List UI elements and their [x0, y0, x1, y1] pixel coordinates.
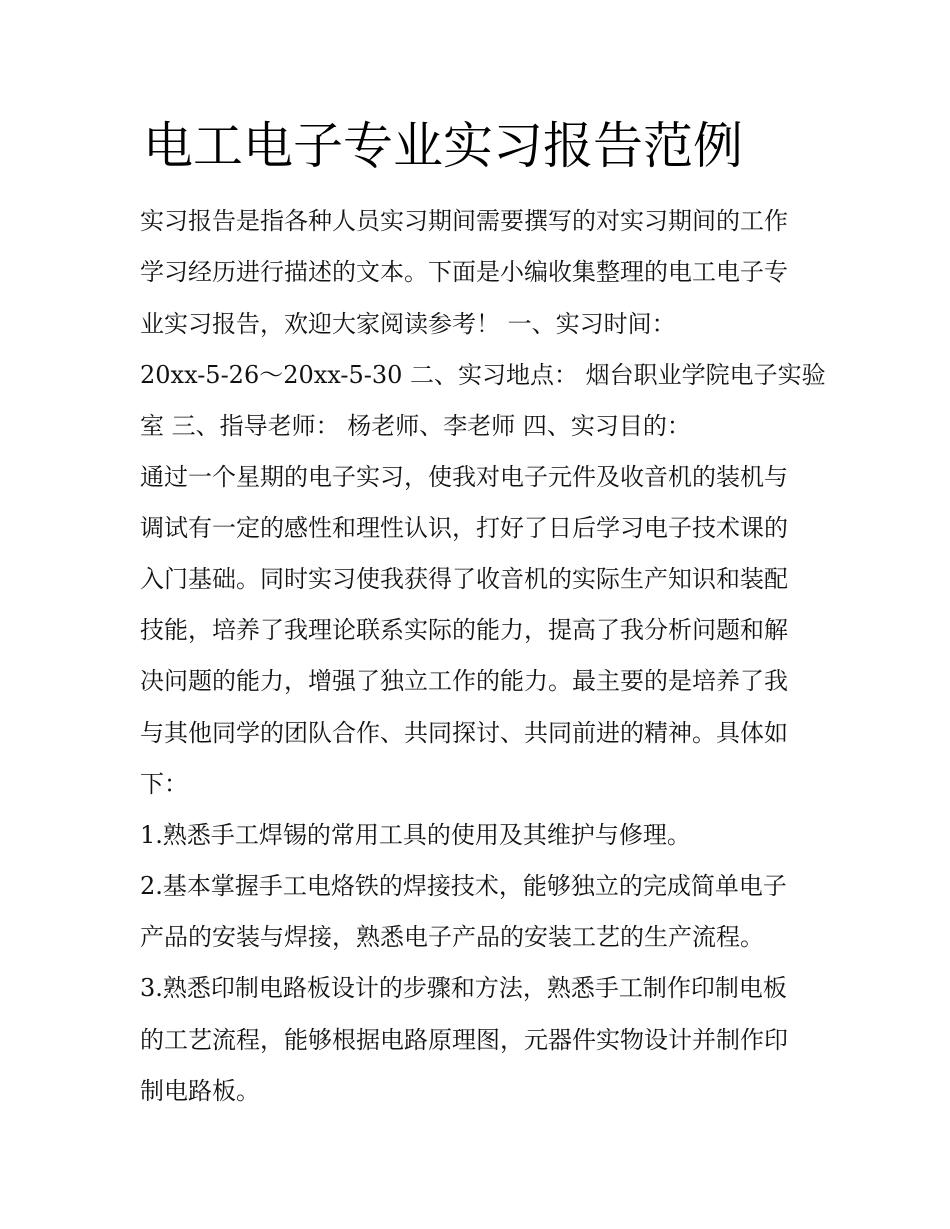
body-line: 学习经历进行描述的文本。下面是小编收集整理的电工电子专 [140, 258, 788, 286]
list-item-continuation: 制电路板。 [140, 1077, 260, 1105]
list-item-continuation: 产品的安装与焊接，熟悉电子产品的安装工艺的生产流程。 [140, 923, 764, 951]
body-line: 技能，培养了我理论联系实际的能力，提高了我分析问题和解 [140, 616, 788, 644]
body-line: 室 三、指导老师： 杨老师、李老师 四、实习目的： [140, 412, 691, 440]
list-item: 3.熟悉印制电路板设计的步骤和方法，熟悉手工制作印制电板 [140, 974, 787, 1002]
list-item-continuation: 的工艺流程，能够根据电路原理图，元器件实物设计并制作印 [140, 1026, 788, 1054]
document-title: 电工电子专业实习报告范例 [143, 117, 743, 175]
body-line: 入门基础。同时实习使我获得了收音机的实际生产知识和装配 [140, 565, 788, 593]
body-line: 20xx-5-26～20xx-5-30 二、实习地点： 烟台职业学院电子实验 [140, 361, 826, 389]
list-item: 1.熟悉手工焊锡的常用工具的使用及其维护与修理。 [140, 821, 691, 849]
body-line: 决问题的能力，增强了独立工作的能力。最主要的是培养了我 [140, 667, 788, 695]
body-line: 与其他同学的团队合作、共同探讨、共同前进的精神。具体如 [140, 719, 788, 747]
body-line: 通过一个星期的电子实习，使我对电子元件及收音机的装机与 [140, 463, 788, 491]
body-line: 业实习报告，欢迎大家阅读参考！ 一、实习时间： [140, 310, 676, 338]
body-line: 下： [140, 770, 188, 798]
body-line: 实习报告是指各种人员实习期间需要撰写的对实习期间的工作 [140, 207, 788, 235]
body-line: 调试有一定的感性和理性认识，打好了日后学习电子技术课的 [140, 514, 788, 542]
list-item: 2.基本掌握手工电烙铁的焊接技术，能够独立的完成简单电子 [140, 872, 787, 900]
